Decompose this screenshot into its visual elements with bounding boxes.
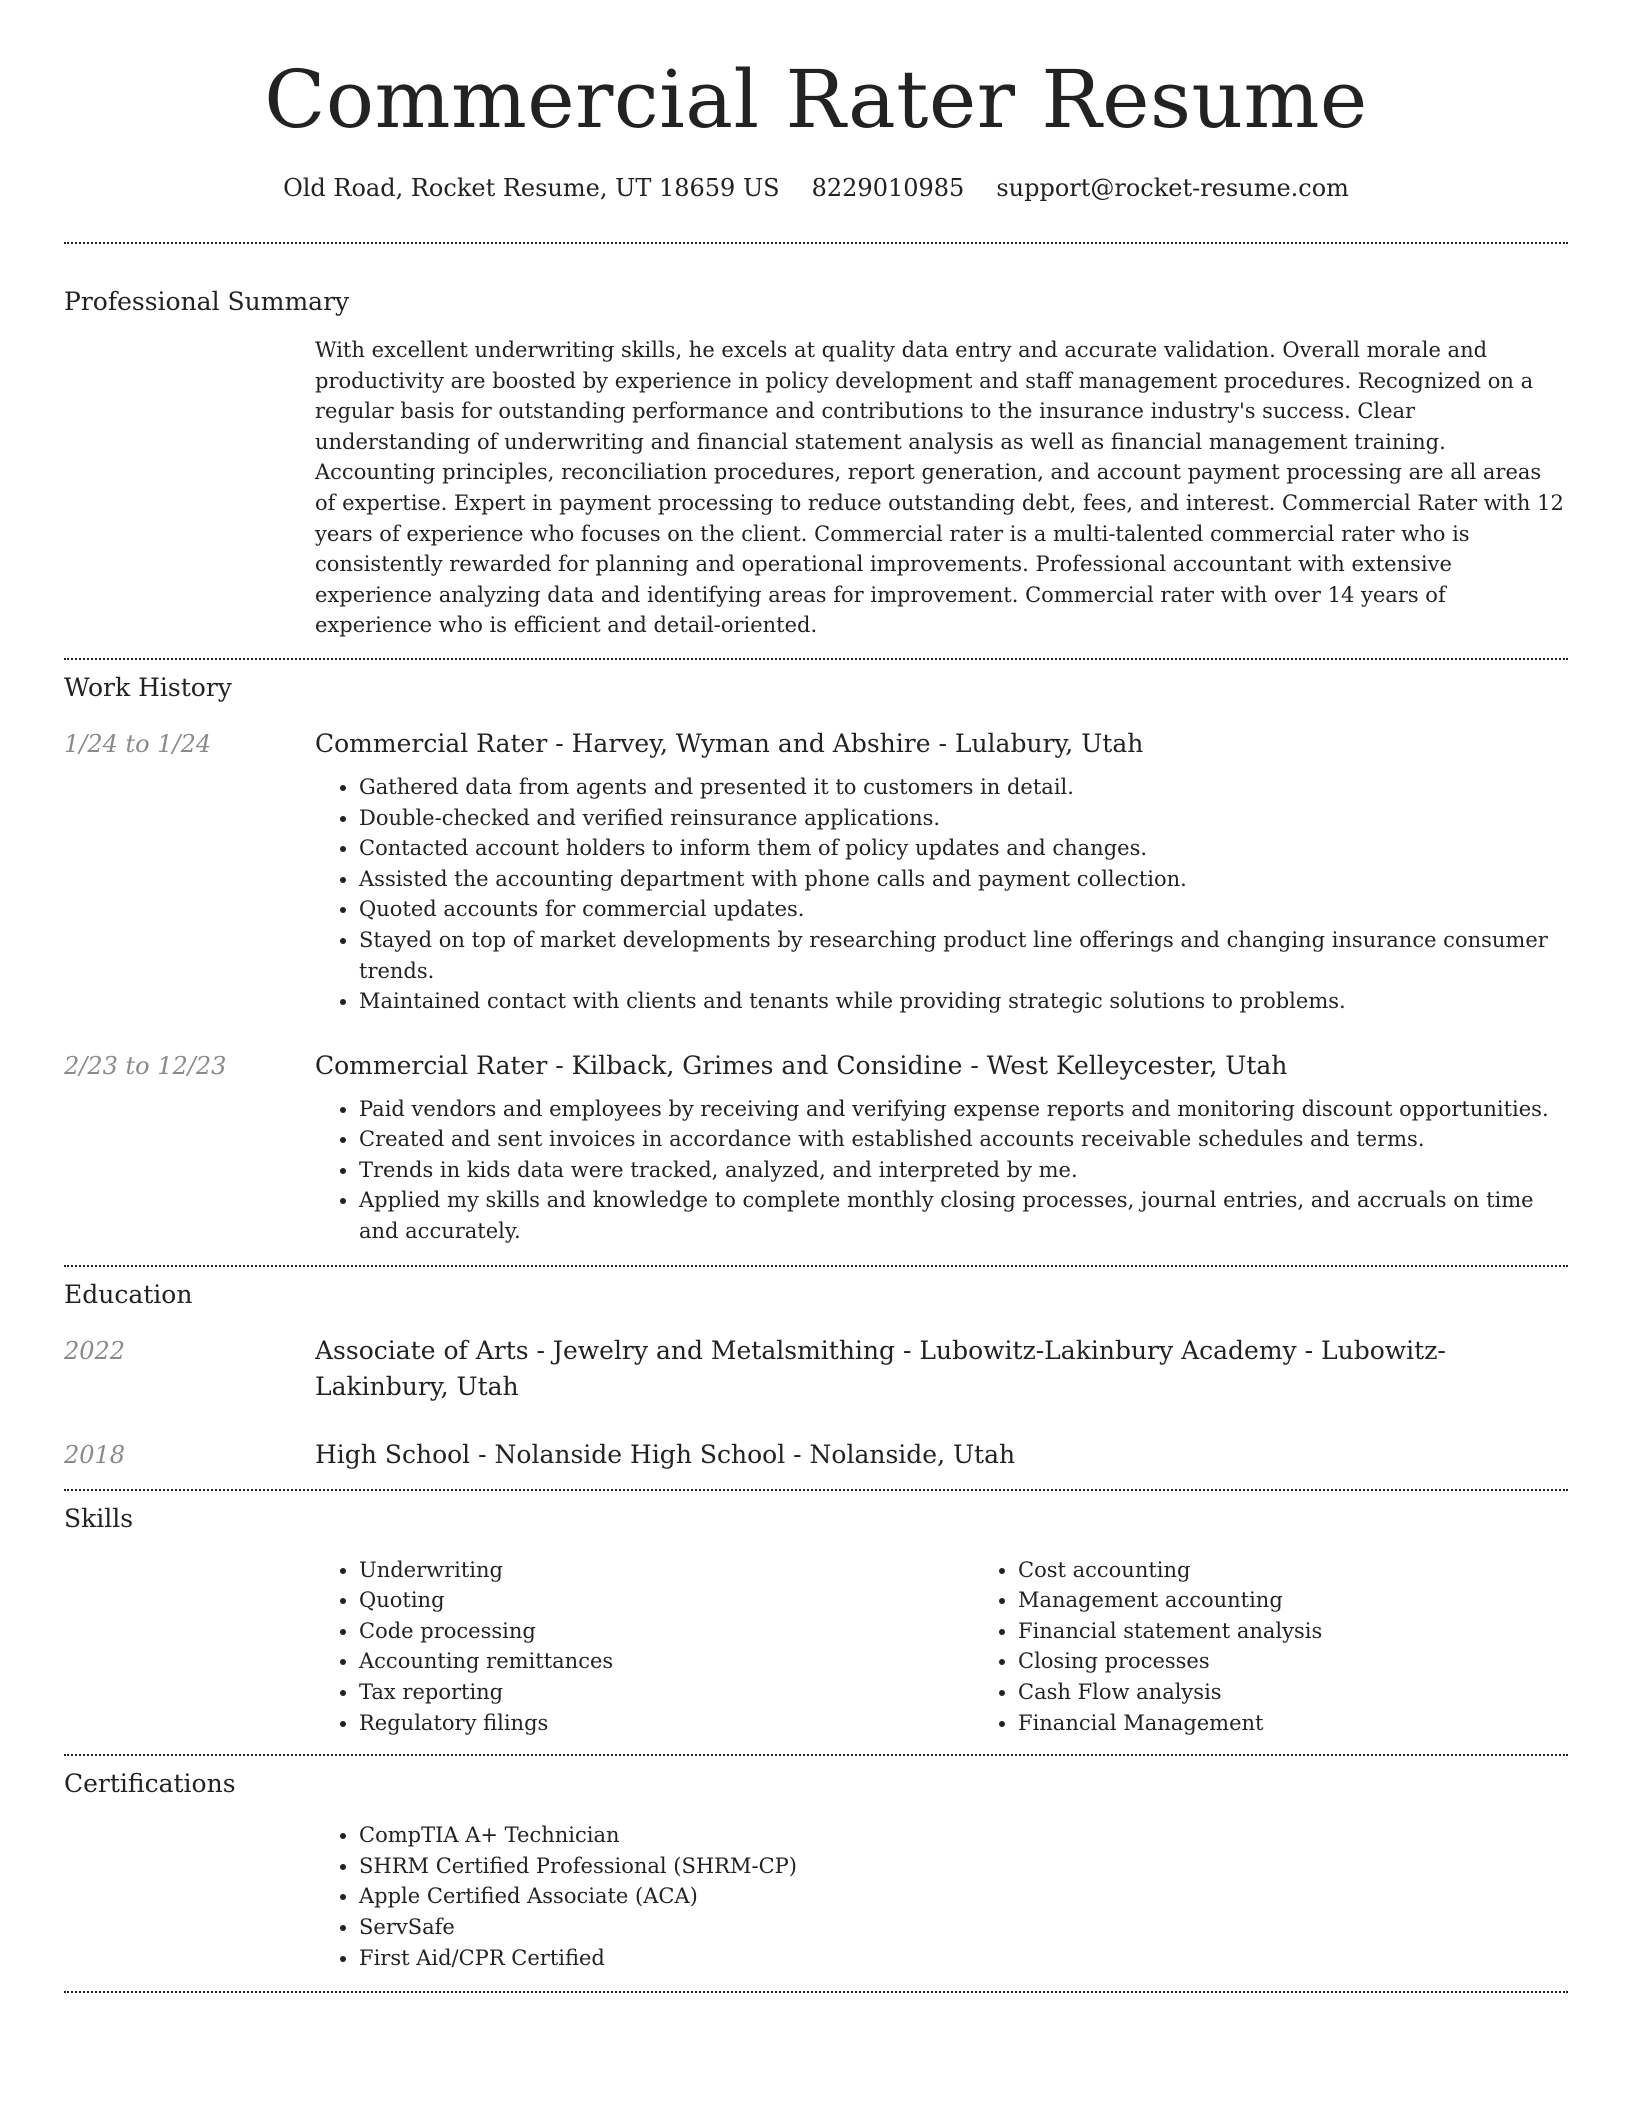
list-item: • Applied my skills and knowledge to complete monthly closing processes, journal entries, and accruals on time and accurately.: [359, 1185, 1568, 1246]
list-item: • Paid vendors and employees by receiving and verifying expense reports and monitoring discount opportunities.: [359, 1094, 1568, 1125]
education-year: 2018: [64, 1440, 126, 1469]
list-item: • First Aid/CPR Certified: [359, 1943, 1568, 1974]
list-item: • Cash Flow analysis: [1018, 1677, 1632, 1708]
list-item: • Closing processes: [1018, 1646, 1632, 1677]
list-item: • Regulatory filings: [359, 1708, 974, 1739]
list-item: • CompTIA A+ Technician: [359, 1820, 1568, 1851]
education-text: High School - Nolanside High School - Nolanside, Utah: [315, 1439, 1016, 1469]
section-title-education: Education: [64, 1279, 193, 1309]
list-item: • Created and sent invoices in accordance with established accounts receivable schedules and terms.: [359, 1124, 1568, 1155]
divider: [64, 1991, 1568, 1993]
list-item: • Code processing: [359, 1616, 974, 1647]
education-year: 2022: [64, 1336, 126, 1365]
job-bullets: [315, 772, 1568, 1017]
section-title-certifications: Certifications: [64, 1769, 236, 1799]
skills-list-left: [315, 1555, 974, 1739]
list-item: • Quoted accounts for commercial updates.: [359, 894, 1568, 925]
skills-list-right: [974, 1555, 1632, 1739]
list-item: • Contacted account holders to inform them of policy updates and changes.: [359, 833, 1568, 864]
job-heading: Commercial Rater - Harvey, Wyman and Abshire - Lulabury, Utah: [315, 728, 1144, 758]
list-item: • Financial Management: [1018, 1708, 1632, 1739]
summary-text: With excellent underwriting skills, he excels at quality data entry and accurate validation. Overall morale and productivity are boosted by experience in policy development and staff management procedures. Recognized on a regular basis for outstanding performance and contributions to the insurance industry's success. Clear understanding of underwriting and financial statement analysis as well as financial management training. Accounting principles, reconciliation procedures, report generation, and account payment processing are all areas of expertise. Expert in payment processing to reduce outstanding debt, fees, and interest. Commercial Rater with 12 years of experience who focuses on the client. Commercial rater is a multi-talented commercial rater who is consistently rewarded for planning and operational improvements. Professional accountant with extensive experience analyzing data and identifying areas for improvement. Commercial rater with over 14 years of experience who is efficient and detail-oriented.: [315, 338, 1564, 638]
section-title-skills: Skills: [64, 1503, 134, 1533]
list-item: • Management accounting: [1018, 1585, 1632, 1616]
job-entry: [64, 1048, 1568, 1247]
job-bullets: [315, 1094, 1568, 1247]
job-dates: 1/24 to 1/24: [64, 729, 212, 758]
list-item: • Gathered data from agents and presented it to customers in detail.: [359, 772, 1568, 803]
education-entry: [64, 1333, 1568, 1405]
job-heading: Commercial Rater - Kilback, Grimes and Considine - West Kelleycester, Utah: [315, 1050, 1288, 1080]
education-text: Associate of Arts - Jewelry and Metalsmithing - Lubowitz-Lakinbury Academy - Lubowitz-Lakinbury, Utah: [315, 1335, 1446, 1401]
list-item: • Quoting: [359, 1585, 974, 1616]
education-entry: [64, 1437, 1568, 1473]
certifications-list: [315, 1820, 1568, 1973]
skills-columns: [315, 1555, 1632, 1739]
list-item: • Trends in kids data were tracked, analyzed, and interpreted by me.: [359, 1155, 1568, 1186]
list-item: • Underwriting: [359, 1555, 974, 1586]
list-item: • Cost accounting: [1018, 1555, 1632, 1586]
contact-line: [64, 172, 1568, 204]
list-item: • Double-checked and verified reinsurance applications.: [359, 803, 1568, 834]
list-item: • Tax reporting: [359, 1677, 974, 1708]
list-item: • SHRM Certified Professional (SHRM-CP): [359, 1851, 1568, 1882]
list-item: • Financial statement analysis: [1018, 1616, 1632, 1647]
list-item: • Apple Certified Associate (ACA): [359, 1881, 1568, 1912]
section-title-work-history: Work History: [64, 672, 232, 702]
section-work-history: [64, 660, 1568, 1247]
section-certifications: [64, 1756, 1568, 1973]
list-item: • Maintained contact with clients and tenants while providing strategic solutions to problems.: [359, 986, 1568, 1017]
job-entry: [64, 726, 1568, 1017]
list-item: • ServSafe: [359, 1912, 1568, 1943]
list-item: • Assisted the accounting department with phone calls and payment collection.: [359, 864, 1568, 895]
list-item: • Stayed on top of market developments by researching product line offerings and changing insurance consumer trends.: [359, 925, 1568, 986]
list-item: • Accounting remittances: [359, 1646, 974, 1677]
contact-email: support@rocket-resume.com: [996, 174, 1349, 202]
section-skills: [64, 1491, 1568, 1739]
section-title-summary: Professional Summary: [64, 287, 350, 316]
section-summary: [64, 244, 1568, 641]
contact-address: Old Road, Rocket Resume, UT 18659 US: [283, 174, 780, 202]
job-dates: 2/23 to 12/23: [64, 1051, 227, 1080]
resume-title: Commercial Rater Resume: [264, 53, 1368, 146]
contact-phone: 8229010985: [811, 174, 965, 202]
section-education: [64, 1267, 1568, 1473]
